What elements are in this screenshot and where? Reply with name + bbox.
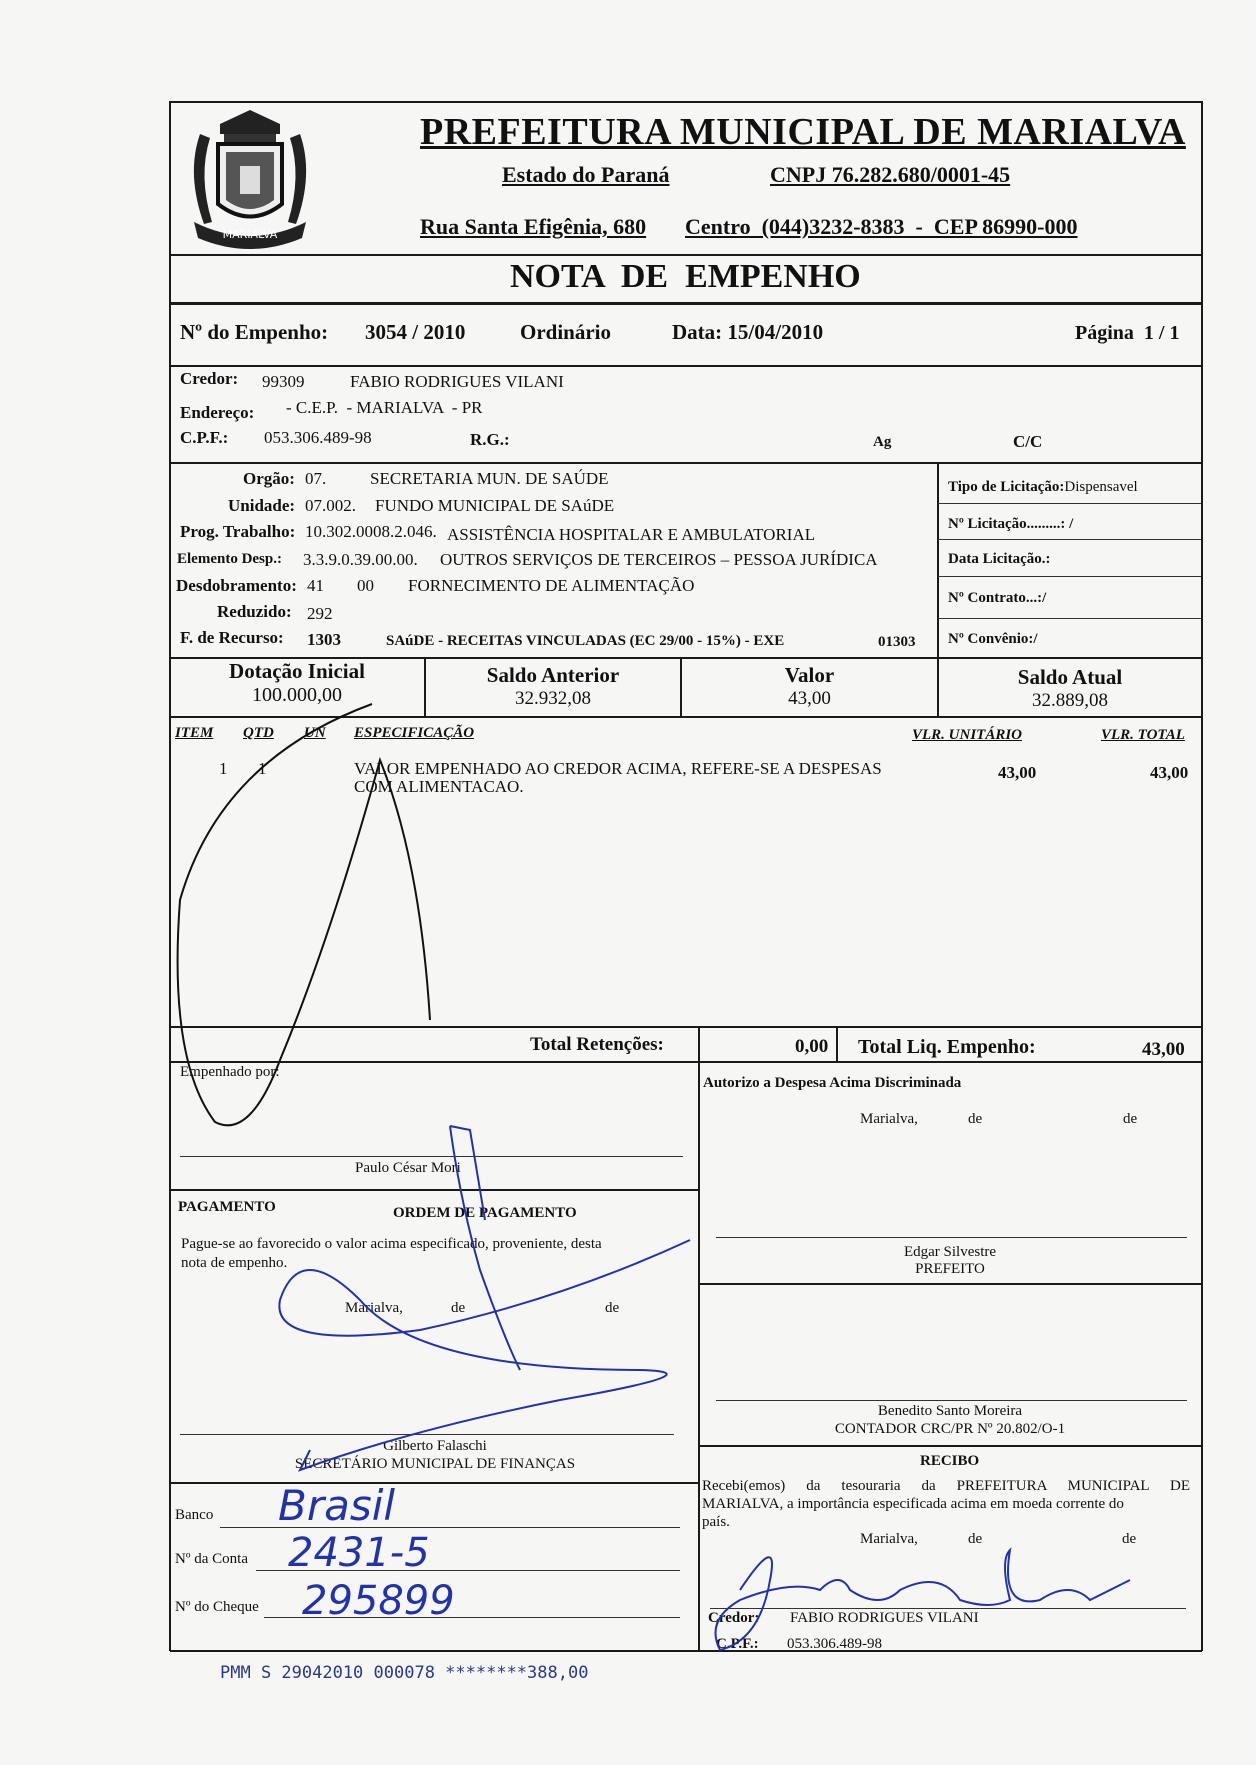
- autorizo-de1: de: [968, 1111, 983, 1127]
- recurso-code2: 01303: [878, 634, 916, 650]
- empenhado-name: Paulo César Mori: [355, 1160, 461, 1176]
- pagamento-de1: de: [451, 1300, 466, 1316]
- col-vlr-unitario: VLR. UNITÁRIO: [912, 727, 1023, 743]
- licitacao-convenio: Nº Convênio:/: [948, 631, 1038, 647]
- cpf-value: 053.306.489-98: [264, 428, 372, 447]
- recibo-credor-label: Credor:: [708, 1610, 760, 1626]
- page-number: Página 1 / 1: [1075, 322, 1180, 344]
- credor-label: Credor:: [180, 369, 239, 388]
- saldo-anterior-value: 32.932,08: [515, 688, 591, 709]
- pagamento-text1: Pague-se ao favorecido o valor acima especificado, proveniente, desta: [181, 1236, 602, 1252]
- prog-code: 10.302.0008.2.046.: [305, 522, 437, 541]
- elemento-name: OUTROS SERVIÇOS DE TERCEIROS – PESSOA JURÍDICA: [440, 550, 878, 569]
- recibo-de1: de: [968, 1531, 983, 1547]
- recurso-code: 1303: [307, 630, 341, 649]
- contador-name: Benedito Santo Moreira: [877, 1403, 1023, 1419]
- recibo-label: RECIBO: [920, 1453, 980, 1469]
- saldo-anterior-label: Saldo Anterior: [486, 663, 620, 687]
- saldo-atual-label: Saldo Atual: [1017, 665, 1123, 689]
- row-espec-line1: VALOR EMPENHADO AO CREDOR ACIMA, REFERE-SE A DESPESAS: [354, 759, 882, 778]
- col-vlr-total: VLR. TOTAL: [1101, 727, 1185, 743]
- orgao-code: 07.: [305, 469, 327, 488]
- row-unit: 43,00: [998, 763, 1037, 782]
- orgao-label: Orgão:: [243, 469, 295, 488]
- saldo-atual-value: 32.889,08: [1032, 690, 1108, 711]
- unidade-code: 07.002.: [305, 496, 356, 515]
- prog-name: ASSISTÊNCIA HOSPITALAR E AMBULATORIAL: [447, 525, 816, 544]
- org-cnpj: CNPJ 76.282.680/0001-45: [770, 162, 1011, 187]
- contador-role: CONTADOR CRC/PR Nº 20.802/O-1: [834, 1421, 1066, 1437]
- recibo-text2: MARIALVA, a importância especificada acima em moeda corrente do: [702, 1496, 1124, 1512]
- pagamento-text2: nota de empenho.: [181, 1255, 288, 1271]
- col-qtd: QTD: [243, 725, 274, 741]
- prefeito-name: Edgar Silvestre: [903, 1244, 997, 1260]
- reduzido-label: Reduzido:: [217, 602, 292, 621]
- total-liquido-label: Total Liq. Empenho:: [858, 1036, 1036, 1058]
- autorizo-label: Autorizo a Despesa Acima Discriminada: [703, 1075, 962, 1091]
- licitacao-numero: Nº Licitação.........: /: [948, 516, 1074, 532]
- recibo-de2: de: [1122, 1531, 1137, 1547]
- svg-text:MARIALVA: MARIALVA: [222, 228, 278, 241]
- endereco-value: - C.E.P. - MARIALVA - PR: [286, 398, 483, 417]
- credor-name: FABIO RODRIGUES VILANI: [350, 372, 564, 391]
- unidade-label: Unidade:: [228, 496, 296, 515]
- recibo-credor-name: FABIO RODRIGUES VILANI: [790, 1610, 979, 1626]
- recibo-text3: país.: [702, 1514, 730, 1530]
- recibo-city: Marialva,: [860, 1531, 918, 1547]
- dotacao-inicial-value: 100.000,00: [252, 684, 342, 706]
- col-un: UN: [304, 725, 326, 741]
- conta-value: 2431-5: [288, 1530, 430, 1576]
- row-item: 1: [219, 759, 228, 778]
- prog-label: Prog. Trabalho:: [180, 522, 296, 541]
- ag-label: Ag: [873, 434, 892, 450]
- empenho-type: Ordinário: [520, 320, 612, 344]
- banco-label: Banco: [175, 1507, 214, 1523]
- pagamento-city: Marialva,: [345, 1300, 403, 1316]
- col-item: ITEM: [175, 725, 214, 741]
- rg-label: R.G.:: [470, 430, 510, 449]
- total-retencoes-value: 0,00: [795, 1036, 829, 1057]
- org-contact: Centro (044)3232-8383 - CEP 86990-000: [685, 214, 1078, 239]
- elemento-code: 3.3.9.0.39.00.00.: [303, 550, 418, 569]
- row-qtd: 1: [258, 759, 267, 778]
- col-especificacao: ESPECIFICAÇÃO: [354, 725, 475, 741]
- desdob-label: Desdobramento:: [176, 576, 297, 595]
- reduzido-value: 292: [307, 604, 333, 623]
- autorizo-city: Marialva,: [860, 1111, 918, 1127]
- mechanical-stamp: PMM S 29042010 000078 ********388,00: [220, 1663, 589, 1683]
- elemento-label: Elemento Desp.:: [177, 551, 282, 567]
- row-espec-line2: COM ALIMENTACAO.: [354, 777, 524, 796]
- desdob-name: FORNECIMENTO DE ALIMENTAÇÃO: [408, 576, 695, 595]
- row-total: 43,00: [1150, 763, 1189, 782]
- autorizo-de2: de: [1123, 1111, 1138, 1127]
- credor-code: 99309: [262, 372, 305, 391]
- empenho-date: Data: 15/04/2010: [672, 320, 824, 344]
- banco-value: Brasil: [278, 1481, 396, 1530]
- desdob-code1: 41: [307, 576, 324, 595]
- recibo-cpf-value: 053.306.489-98: [787, 1636, 882, 1652]
- secretario-name: Gilberto Falaschi: [383, 1438, 487, 1454]
- valor-value: 43,00: [788, 688, 831, 709]
- licitacao-contrato: Nº Contrato...:/: [948, 590, 1047, 606]
- endereco-label: Endereço:: [180, 403, 255, 422]
- empenhado-label: Empenhado por:: [180, 1064, 280, 1080]
- prefeito-role: PREFEITO: [915, 1261, 985, 1277]
- org-title: PREFEITURA MUNICIPAL DE MARIALVA: [420, 111, 1186, 153]
- licitacao-data: Data Licitação.:: [948, 551, 1051, 567]
- recurso-name: SAúDE - RECEITAS VINCULADAS (EC 29/00 - 15%) - EXE: [386, 633, 785, 649]
- empenho-number: 3054 / 2010: [365, 320, 466, 344]
- ordem-pagamento: ORDEM DE PAGAMENTO: [393, 1205, 577, 1221]
- org-address: Rua Santa Efigênia, 680: [420, 214, 647, 239]
- document-title: NOTA DE EMPENHO: [510, 258, 861, 295]
- total-retencoes-label: Total Retenções:: [530, 1034, 664, 1055]
- unidade-name: FUNDO MUNICIPAL DE SAúDE: [375, 496, 615, 515]
- cheque-label: Nº do Cheque: [175, 1599, 259, 1615]
- recurso-label: F. de Recurso:: [180, 628, 284, 647]
- secretario-role: SECRETÁRIO MUNICIPAL DE FINANÇAS: [294, 1456, 576, 1472]
- total-liquido-value: 43,00: [1142, 1039, 1185, 1060]
- cc-label: C/C: [1013, 432, 1043, 451]
- recibo-cpf-label: C.P.F.:: [716, 1636, 759, 1652]
- recibo-text1: Recebi(emos) da tesouraria da PREFEITURA MUNICIPAL DE: [702, 1478, 1190, 1494]
- conta-label: Nº da Conta: [175, 1551, 248, 1567]
- pagamento-label: PAGAMENTO: [178, 1199, 276, 1215]
- dotacao-inicial-label: Dotação Inicial: [229, 659, 365, 683]
- desdob-code2: 00: [357, 576, 374, 595]
- orgao-name: SECRETARIA MUN. DE SAÚDE: [370, 469, 609, 488]
- org-state: Estado do Paraná: [502, 162, 670, 187]
- tipo-licitacao-label: Tipo de Licitação:: [948, 479, 1065, 495]
- cheque-value: 295899: [302, 1578, 455, 1624]
- empenho-label: Nº do Empenho:: [180, 320, 329, 344]
- valor-label: Valor: [784, 663, 835, 687]
- pagamento-de2: de: [605, 1300, 620, 1316]
- cpf-label: C.P.F.:: [180, 428, 229, 447]
- tipo-licitacao-value: Dispensavel: [1064, 479, 1138, 495]
